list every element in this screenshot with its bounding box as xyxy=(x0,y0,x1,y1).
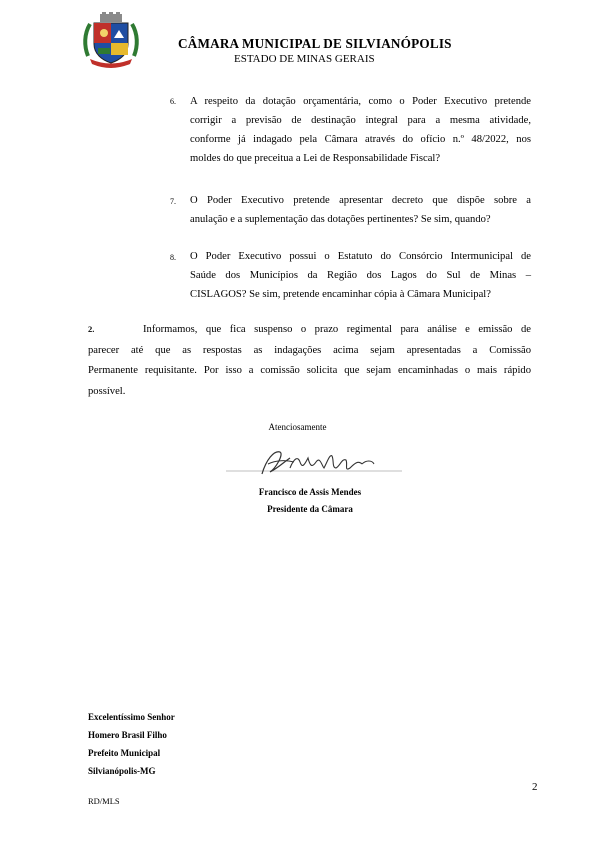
signer-name: Francisco de Assis Mendes xyxy=(258,487,362,497)
header-title: CÂMARA MUNICIPAL DE SILVIANÓPOLIS xyxy=(178,36,452,51)
question-line: O Poder Executivo possui o Estatuto do Consórcio Intermunicipal de xyxy=(190,251,531,262)
header-subtitle: ESTADO DE MINAS GERAIS xyxy=(234,53,375,65)
paragraph-line: Permanente requisitante. Por isso a comissão solicita que sejam encaminhadas o mais rápido xyxy=(88,365,531,376)
signer-title: Presidente da Câmara xyxy=(267,504,353,514)
question-line: moldes do que preceitua a Lei de Responsabilidade Fiscal? xyxy=(190,153,441,164)
handwritten-signature-icon xyxy=(224,438,406,484)
paragraph-line: Informamos, que fica suspenso o prazo regimental para análise e emissão de xyxy=(143,324,531,335)
question-line: A respeito da dotação orçamentária, como o Poder Executivo pretende xyxy=(190,96,531,107)
municipal-coat-of-arms-icon xyxy=(80,12,142,70)
question-line: corrigir a previsão de destinação integral para a mesma atividade, xyxy=(190,115,531,126)
paragraph-line: possível. xyxy=(88,385,126,397)
question-number: 7. xyxy=(170,197,176,206)
question-line: conforme já indagado pela Câmara através do ofício n.º 48/2022, nos xyxy=(190,134,531,145)
question-text xyxy=(190,92,531,168)
footer-code: RD/MLS xyxy=(88,796,120,806)
page-number: 2 xyxy=(532,781,538,793)
question-number: 6. xyxy=(170,97,176,106)
paragraph-number: 2. xyxy=(88,324,95,334)
paragraph-line: parecer até que as respostas as indagações acima sejam apresentadas a Comissão xyxy=(88,344,531,356)
question-number: 8. xyxy=(170,253,176,262)
recipient-line: Prefeito Municipal xyxy=(88,748,161,758)
question-text xyxy=(190,247,531,304)
salutation: Atenciosamente xyxy=(268,422,327,432)
recipient-block xyxy=(88,708,175,780)
recipient-line: Homero Brasil Filho xyxy=(88,730,167,740)
recipient-line: Excelentíssimo Senhor xyxy=(88,712,175,722)
question-text xyxy=(190,191,531,229)
question-line: CISLAGOS? Se sim, pretende encaminhar cópia à Câmara Municipal? xyxy=(190,289,491,300)
question-line: Saúde dos Municípios da Região dos Lagos do Sul de Minas – xyxy=(190,270,531,281)
question-line: anulação e a suplementação das dotações pertinentes? Se sim, quando? xyxy=(190,214,491,225)
question-line: O Poder Executivo pretende apresentar decreto que dispõe sobre a xyxy=(190,195,531,206)
paragraph-text xyxy=(88,320,531,402)
recipient-line: Silvianópolis-MG xyxy=(88,766,156,776)
